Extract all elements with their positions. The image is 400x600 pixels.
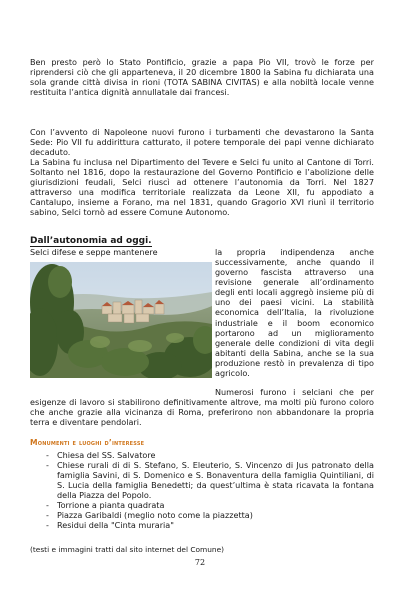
list-item: - Piazza Garibaldi (meglio noto come la piazzetta) [46,510,253,520]
section-heading [30,236,152,246]
paragraph-napoleone: Con l’avvento di Napoleone nuovi furono i turbamenti che devastarono la Santa Sede: Pio VII fu addirittura catturato, il potere temporale dei papi venne dichiarato decaduto. [30,127,374,157]
monuments-list [30,450,374,530]
right-column-text: successivamente, anche quando il governo fascista attraverso una revisione generale all’ordinamento degli enti locali aggregò insieme più di uno dei paesi vicini. La stabilità economica dell’Italia, la rivoluzione industriale e il boom economico portarono ad un miglioramento generale delle condizioni di vita degli abitanti della Sabina, anche se la sua produzione restò in prevalenza di tipo agricolo. [215,257,374,379]
intro-right-text: la propria indipendenza anche [215,247,374,257]
list-item: - Chiese rurali di di S. Stefano, S. Eleuterio, S. Vincenzo di Jus patronato della famiglia Savini, di S. Domenico e S. Bonaventura della famiglia Quintiliani, di S. Lucia della famiglia Benedetti; da quest’ultima è stata ricavata la fontana della Piazza del Popolo. [46,460,374,500]
list-item: - Residui della "Cinta muraria" [46,520,174,530]
page-number: 72 [194,558,206,567]
paragraph-pendolari-text: Numerosi furono i selciani che per esigenze di lavoro si stabilirono definitivamente altrove, ma molti più furono coloro che anche grazie alla vicinanza di Roma, preferirono non abbandonare la propria terra e diventare pendolari. [30,387,374,427]
list-item: - Torrione a pianta quadrata [46,500,165,510]
credits-note: (testi e immagini tratti dal sito internet del Comune) [30,545,225,554]
village-photo [30,262,212,378]
paragraph-pendolari [30,387,374,427]
section-heading-text: Dall’autonomia ad oggi. [30,236,152,246]
intro-left-text: Selci difese e seppe mantenere [30,247,158,257]
list-item: - Chiesa del SS. Salvatore [46,450,156,460]
monuments-heading: Monumenti e luoghi d’interesse [30,438,145,447]
paragraph-sabina-tevere: La Sabina fu inclusa nel Dipartimento del Tevere e Selci fu unito al Cantone di Torri. Soltanto nel 1816, dopo la restaurazione del Governo Pontificio e l’abolizione delle giurisdizioni feudali, Selci riuscì ad ottenere l’autonomia da Torri. Nel 1827 attraverso una modifica territoriale realizzata da Leone XII, fu appodiato a Cantalupo, insieme a Forano, ma nel 1831, quando Gragorio XVI riunì il territorio sabino, Selci tornò ad essere Comune Autonomo. [30,157,374,217]
paragraph-pio-vii: Ben presto però lo Stato Pontificio, grazie a papa Pio VII, trovò le forze per riprendersi ciò che gli apparteneva, il 20 dicembre 1800 la Sabina fu dichiarata una sola grande città divisa in rioni (TOTA SABINA CIVITAS) e alla nobiltà locale venne restituita l’antica dignità annullatale dai francesi. [30,57,374,97]
